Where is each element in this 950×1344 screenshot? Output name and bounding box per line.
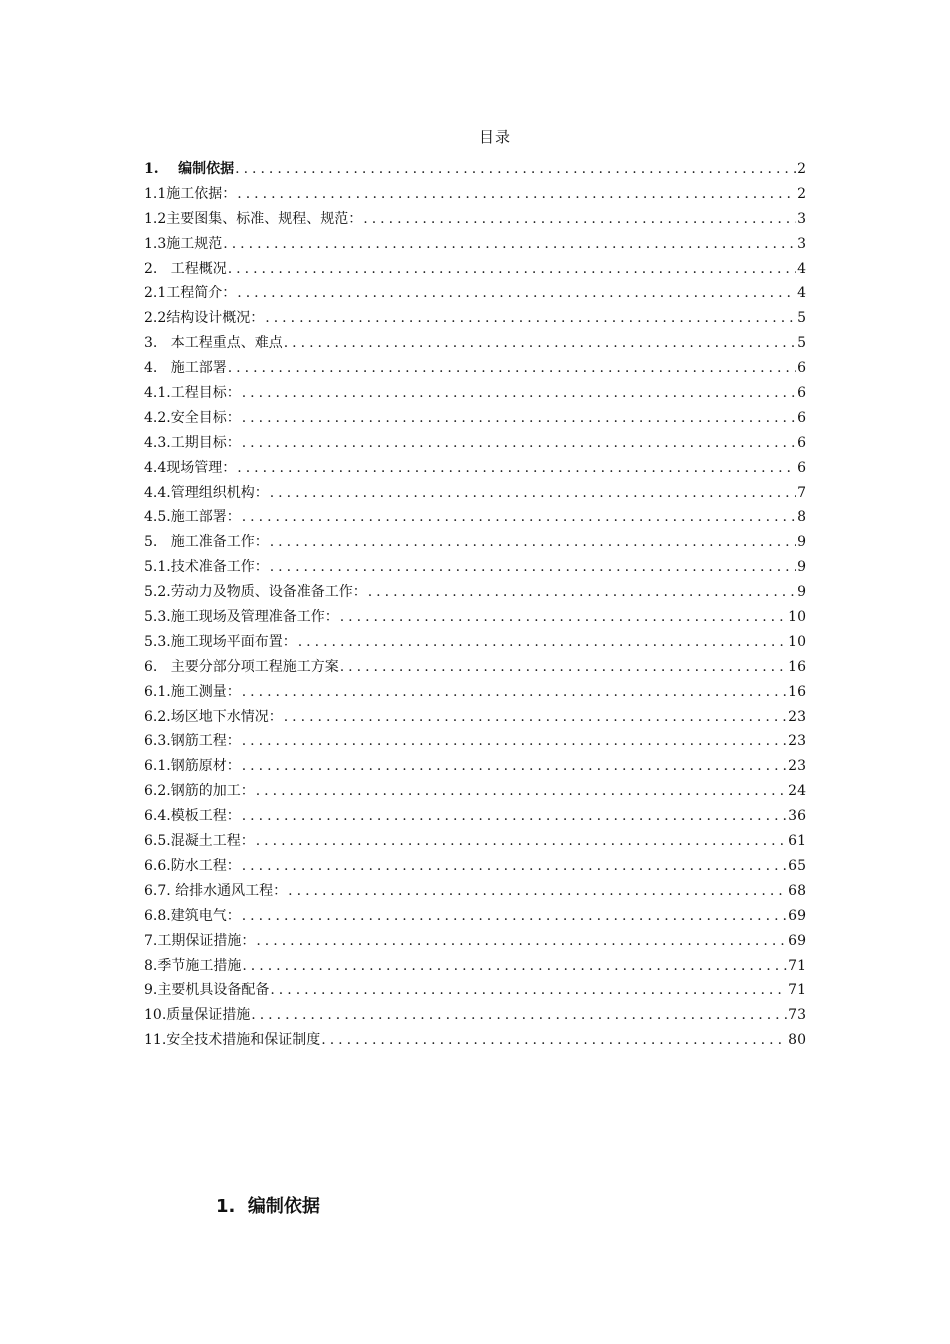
toc-entry-page-number: 10 (788, 609, 806, 626)
toc-entry-page-number: 9 (797, 559, 806, 576)
toc-dot-leader (270, 982, 787, 998)
toc-entry[interactable] (144, 332, 806, 357)
toc-entry-label: 2.2结构设计概况： (144, 310, 265, 327)
toc-entry-label: 4.1.工程目标： (144, 385, 241, 402)
toc-entry-page-number: 80 (788, 1032, 806, 1049)
toc-entry[interactable] (144, 730, 806, 755)
toc-dot-leader (237, 460, 796, 476)
toc-entry[interactable] (144, 681, 806, 706)
toc-entry-page-number: 69 (788, 932, 806, 949)
toc-entry-label: 9.主要机具设备配备 (144, 982, 270, 999)
toc-dot-leader (363, 211, 796, 227)
toc-entry-page-number: 65 (788, 857, 806, 874)
toc-entry-page-number: 9 (797, 534, 806, 551)
toc-entry[interactable] (144, 880, 806, 905)
toc-entry-page-number: 3 (797, 210, 806, 227)
toc-entry-page-number: 5 (797, 335, 806, 352)
toc-entry[interactable] (144, 631, 806, 656)
toc-entry[interactable] (144, 357, 806, 382)
toc-entry-label: 4.3.工期目标： (144, 434, 241, 451)
toc-entry-label: 5.3.施工现场及管理准备工作： (144, 609, 339, 626)
toc-entry-page-number: 10 (788, 633, 806, 650)
toc-entry[interactable] (144, 930, 806, 955)
toc-dot-leader (340, 609, 787, 625)
toc-dot-leader (256, 933, 787, 949)
toc-entry-label: 6.8.建筑电气： (144, 907, 241, 924)
toc-entry-page-number: 8 (797, 509, 806, 526)
toc-dot-leader (340, 659, 787, 675)
toc-entry-label: 4.5.施工部署： (144, 509, 241, 526)
toc-entry-label: 6.5.混凝土工程： (144, 833, 255, 850)
toc-dot-leader (237, 285, 796, 301)
toc-entry-page-number: 4 (797, 260, 806, 277)
toc-entry-label: 6.2.场区地下水情况： (144, 708, 283, 725)
toc-entry[interactable] (144, 158, 806, 183)
toc-entry[interactable] (144, 656, 806, 681)
toc-entry[interactable] (144, 183, 806, 208)
toc-entry[interactable] (144, 208, 806, 233)
toc-entry-page-number: 2 (797, 161, 806, 177)
toc-dot-leader (251, 1007, 787, 1023)
toc-dot-leader (242, 958, 787, 974)
toc-entry[interactable] (144, 457, 806, 482)
toc-entry-label: 2. 工程概况 (144, 260, 227, 277)
toc-dot-leader (242, 435, 796, 451)
toc-entry-page-number: 61 (788, 833, 806, 850)
toc-dot-leader (284, 335, 796, 351)
toc-entry-label: 6. 主要分部分项工程施工方案 (144, 658, 339, 675)
toc-entry-label: 7.工期保证措施： (144, 932, 256, 949)
toc-entry[interactable] (144, 905, 806, 930)
toc-entry-label: 1.3施工规范 (144, 235, 223, 252)
toc-entry-page-number: 2 (797, 185, 806, 202)
toc-entry-label: 6.6.防水工程： (144, 857, 241, 874)
toc-dot-leader (237, 186, 796, 202)
toc-dot-leader (228, 360, 796, 376)
toc-dot-leader (321, 1032, 787, 1048)
toc-entry-label: 1. 编制依据 (144, 161, 235, 177)
toc-entry-label: 4.4现场管理： (144, 459, 237, 476)
toc-title: 目录 (478, 128, 511, 146)
toc-entry-label: 1.2主要图集、标准、规程、规范： (144, 210, 363, 227)
toc-entry-label: 5. 施工准备工作： (144, 534, 269, 551)
toc-entry[interactable] (144, 606, 806, 631)
toc-entry[interactable] (144, 506, 806, 531)
toc-entry-page-number: 3 (797, 235, 806, 252)
toc-entry[interactable] (144, 407, 806, 432)
toc-entry[interactable] (144, 706, 806, 731)
toc-entry-label: 11.安全技术措施和保证制度 (144, 1032, 321, 1049)
toc-entry-label: 6.3.钢筋工程： (144, 733, 241, 750)
toc-entry[interactable] (144, 1004, 806, 1029)
toc-entry-label: 8.季节施工措施 (144, 957, 242, 974)
toc-entry-page-number: 16 (788, 683, 806, 700)
toc-dot-leader (223, 236, 796, 252)
toc-entry[interactable] (144, 581, 806, 606)
toc-dot-leader (242, 733, 787, 749)
toc-entry[interactable] (144, 282, 806, 307)
toc-dot-leader (256, 783, 787, 799)
toc-dot-leader (242, 858, 787, 874)
toc-entry-page-number: 24 (788, 783, 806, 800)
toc-entry-page-number: 36 (788, 808, 806, 825)
toc-dot-leader (235, 161, 796, 177)
toc-entry-page-number: 73 (788, 1007, 806, 1024)
toc-entry-label: 6.4.模板工程： (144, 808, 241, 825)
toc-dot-leader (242, 808, 787, 824)
toc-entry-label: 3. 本工程重点、难点 (144, 335, 283, 352)
toc-entry-page-number: 6 (797, 434, 806, 451)
toc-dot-leader (298, 634, 787, 650)
toc-entry-page-number: 69 (788, 907, 806, 924)
toc-entry-page-number: 7 (797, 484, 806, 501)
toc-dot-leader (284, 709, 787, 725)
toc-dot-leader (242, 684, 787, 700)
toc-entry[interactable] (144, 482, 806, 507)
toc-entry-page-number: 4 (797, 285, 806, 302)
toc-entry-label: 10.质量保证措施 (144, 1007, 251, 1024)
toc-entry-label: 4.2.安全目标： (144, 409, 241, 426)
toc-entry-label: 5.2.劳动力及物质、设备准备工作： (144, 584, 367, 601)
toc-entry-page-number: 23 (788, 708, 806, 725)
toc-dot-leader (228, 261, 796, 277)
toc-dot-leader (242, 908, 787, 924)
toc-entry-page-number: 23 (788, 758, 806, 775)
toc-entry-label: 2.1工程简介： (144, 285, 237, 302)
toc-entry-page-number: 6 (797, 385, 806, 402)
toc-entry-label: 6.1.施工测量： (144, 683, 241, 700)
toc-dot-leader (288, 883, 787, 899)
toc-entry-label: 6.7. 给排水通风工程： (144, 882, 288, 899)
toc-entry[interactable] (144, 955, 806, 980)
toc-entry[interactable] (144, 233, 806, 258)
toc-entry[interactable] (144, 780, 806, 805)
toc-entry-page-number: 6 (797, 459, 806, 476)
toc-dot-leader (270, 534, 796, 550)
toc-entry-page-number: 6 (797, 360, 806, 377)
toc-dot-leader (368, 584, 796, 600)
toc-entry[interactable] (144, 531, 806, 556)
toc-entry-label: 6.1.钢筋原材： (144, 758, 241, 775)
toc-entry-label: 4. 施工部署 (144, 360, 227, 377)
toc-entry-page-number: 5 (797, 310, 806, 327)
toc-entry[interactable] (144, 805, 806, 830)
toc-entry-page-number: 6 (797, 409, 806, 426)
toc-entry[interactable] (144, 830, 806, 855)
toc-entry-label: 5.3.施工现场平面布置： (144, 633, 297, 650)
toc-entry-page-number: 16 (788, 658, 806, 675)
toc-entry-label: 6.2.钢筋的加工： (144, 783, 255, 800)
toc-dot-leader (256, 833, 787, 849)
toc-entry[interactable] (144, 755, 806, 780)
toc-dot-leader (242, 758, 787, 774)
toc-dot-leader (242, 410, 796, 426)
toc-entry[interactable] (144, 855, 806, 880)
toc-entry[interactable] (144, 382, 806, 407)
toc-entry-label: 5.1.技术准备工作： (144, 559, 269, 576)
toc-entry-page-number: 71 (788, 957, 806, 974)
toc-entry[interactable] (144, 432, 806, 457)
toc-dot-leader (242, 385, 796, 401)
toc-dot-leader (242, 509, 796, 525)
toc-entry[interactable] (144, 1029, 806, 1054)
toc-entry[interactable] (144, 979, 806, 1004)
toc-entry-page-number: 71 (788, 982, 806, 999)
toc-entry-page-number: 23 (788, 733, 806, 750)
table-of-contents (144, 158, 806, 1054)
toc-entry[interactable] (144, 258, 806, 283)
toc-entry-label: 1.1施工依据： (144, 185, 237, 202)
toc-entry[interactable] (144, 556, 806, 581)
section-heading: 1. 编制依据 (216, 1196, 320, 1217)
toc-dot-leader (270, 559, 796, 575)
toc-entry-page-number: 9 (797, 584, 806, 601)
toc-dot-leader (265, 310, 796, 326)
toc-entry-page-number: 68 (788, 882, 806, 899)
toc-dot-leader (270, 485, 796, 501)
toc-entry[interactable] (144, 307, 806, 332)
toc-entry-label: 4.4.管理组织机构： (144, 484, 269, 501)
